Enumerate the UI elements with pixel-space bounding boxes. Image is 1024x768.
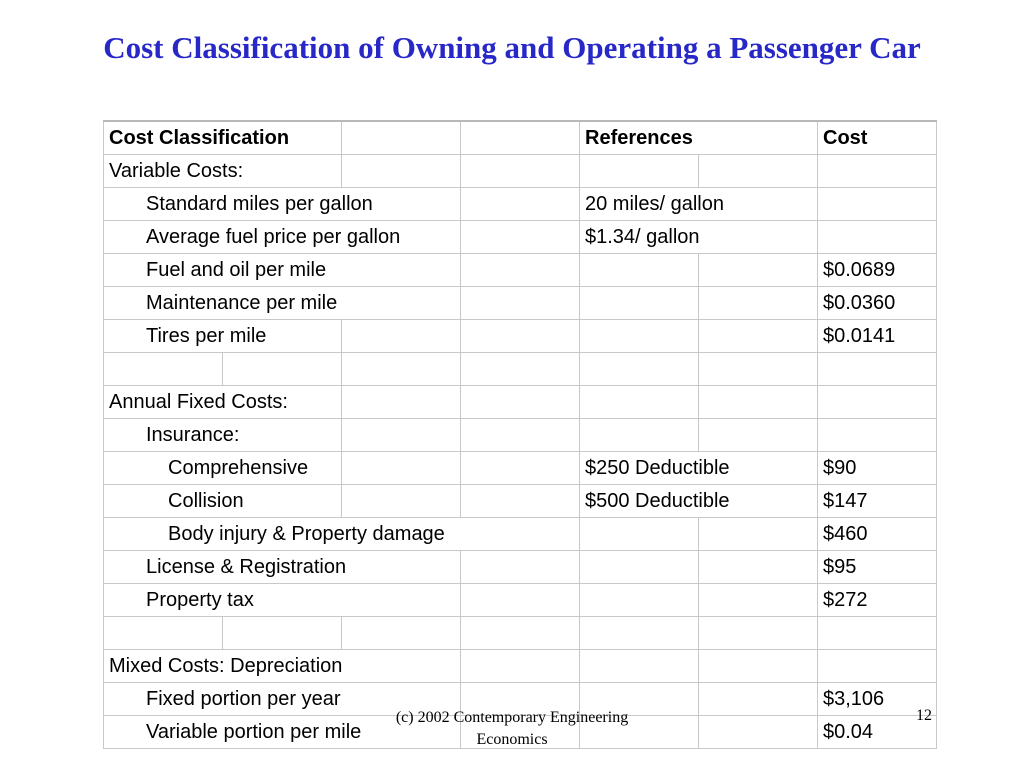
table-row	[104, 188, 937, 221]
table-cell	[342, 121, 461, 155]
table-cell	[580, 551, 699, 584]
table-row	[104, 386, 937, 419]
row-label: Tires per mile	[104, 320, 342, 353]
row-cost	[818, 419, 937, 452]
table-cell	[580, 320, 699, 353]
row-cost: $3,106	[818, 683, 937, 716]
table-cell	[699, 551, 818, 584]
row-label: Average fuel price per gallon	[104, 221, 461, 254]
table-row	[104, 551, 937, 584]
row-label: Variable Costs:	[104, 155, 342, 188]
table-row	[104, 485, 937, 518]
footer-line-2: Economics	[476, 731, 548, 748]
row-cost	[818, 188, 937, 221]
row-cost: $0.0141	[818, 320, 937, 353]
row-cost: $0.0689	[818, 254, 937, 287]
table-cell	[223, 353, 342, 386]
table-cell	[580, 518, 699, 551]
footer-copyright	[0, 707, 1024, 751]
table-cell	[699, 353, 818, 386]
table-cell	[699, 584, 818, 617]
header-cost: Cost	[818, 121, 937, 155]
table-row	[104, 650, 937, 683]
footer-line-1: (c) 2002 Contemporary Engineering	[395, 709, 629, 726]
table-cell	[699, 320, 818, 353]
row-label: Fuel and oil per mile	[104, 254, 461, 287]
table-cell	[580, 617, 699, 650]
row-reference: $250 Deductible	[580, 452, 818, 485]
table-cell	[580, 650, 699, 683]
table-cell	[699, 650, 818, 683]
table-cell	[342, 419, 461, 452]
header-references: References	[580, 121, 818, 155]
row-reference: $1.34/ gallon	[580, 221, 818, 254]
table-cell	[461, 452, 580, 485]
row-label: Maintenance per mile	[104, 287, 461, 320]
table-cell	[461, 320, 580, 353]
table-cell	[342, 617, 461, 650]
table-cell	[461, 353, 580, 386]
row-reference: 20 miles/ gallon	[580, 188, 818, 221]
table-cell	[461, 386, 580, 419]
table-cell	[461, 419, 580, 452]
table-cell	[699, 386, 818, 419]
row-label: Insurance:	[104, 419, 342, 452]
row-label: Comprehensive	[104, 452, 342, 485]
table-cell	[699, 518, 818, 551]
row-cost: $272	[818, 584, 937, 617]
table-cell	[461, 650, 580, 683]
table-cell	[104, 617, 223, 650]
table-cell	[342, 353, 461, 386]
table-cell	[699, 617, 818, 650]
table-cell	[580, 254, 699, 287]
page-number: 12	[916, 707, 932, 724]
row-cost: $460	[818, 518, 937, 551]
slide-title: Cost Classification of Owning and Operating a Passenger Car	[103, 30, 921, 65]
row-cost	[818, 650, 937, 683]
table-cell	[580, 287, 699, 320]
table-cell	[342, 320, 461, 353]
table-cell	[342, 452, 461, 485]
row-label: Property tax	[104, 584, 461, 617]
table-cell	[818, 353, 937, 386]
table-row	[104, 254, 937, 287]
row-label: License & Registration	[104, 551, 461, 584]
row-label: Variable portion per mile	[104, 716, 461, 749]
row-label: Collision	[104, 485, 342, 518]
table-row	[104, 155, 937, 188]
row-label: Fixed portion per year	[104, 683, 461, 716]
table-cell	[461, 617, 580, 650]
table-cell	[461, 121, 580, 155]
cost-table	[103, 120, 937, 749]
table-cell	[342, 155, 461, 188]
table-cell	[580, 155, 699, 188]
table-cell	[461, 188, 580, 221]
row-cost: $147	[818, 485, 937, 518]
row-reference: $500 Deductible	[580, 485, 818, 518]
table-cell	[461, 485, 580, 518]
table-cell	[461, 221, 580, 254]
table-cell	[580, 353, 699, 386]
row-cost: $95	[818, 551, 937, 584]
row-cost	[818, 221, 937, 254]
table-row	[104, 584, 937, 617]
table-cell	[223, 617, 342, 650]
row-cost: $0.0360	[818, 287, 937, 320]
table-row-empty	[104, 353, 937, 386]
table-row	[104, 419, 937, 452]
table-cell	[461, 155, 580, 188]
table-cell	[461, 584, 580, 617]
table-cell	[104, 353, 223, 386]
table-cell	[580, 386, 699, 419]
table-row	[104, 320, 937, 353]
row-cost	[818, 386, 937, 419]
table-cell	[342, 386, 461, 419]
table-row	[104, 221, 937, 254]
table-cell	[342, 485, 461, 518]
table-cell	[461, 287, 580, 320]
row-label: Standard miles per gallon	[104, 188, 461, 221]
table-cell	[699, 254, 818, 287]
table-cell	[699, 419, 818, 452]
table-row	[104, 518, 937, 551]
row-cost: $0.04	[818, 716, 937, 749]
table-header-row	[104, 121, 937, 155]
row-label: Body injury & Property damage	[104, 518, 580, 551]
table-row	[104, 452, 937, 485]
table-cell	[580, 419, 699, 452]
table-cell	[580, 584, 699, 617]
table-cell	[461, 551, 580, 584]
row-label: Annual Fixed Costs:	[104, 386, 342, 419]
header-cost-classification: Cost Classification	[104, 121, 342, 155]
table-cell	[699, 155, 818, 188]
row-cost: $90	[818, 452, 937, 485]
table-cell	[699, 287, 818, 320]
table-cell	[818, 617, 937, 650]
row-cost	[818, 155, 937, 188]
row-label: Mixed Costs: Depreciation	[104, 650, 461, 683]
table-row-empty	[104, 617, 937, 650]
table-row	[104, 287, 937, 320]
table-cell	[461, 254, 580, 287]
